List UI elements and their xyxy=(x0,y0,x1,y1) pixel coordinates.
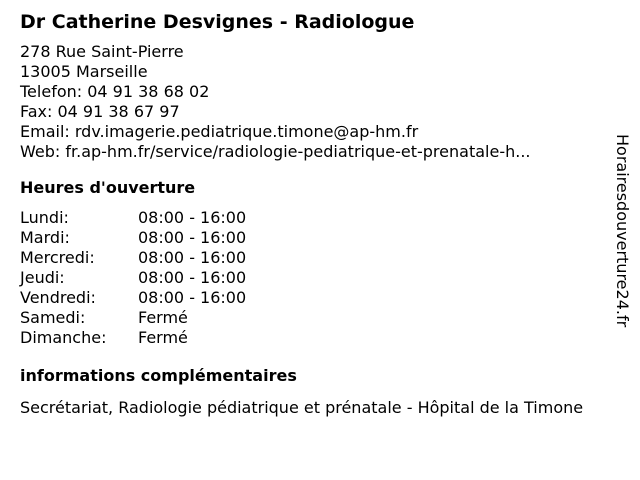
hours-row-friday xyxy=(20,288,620,308)
hours-row-saturday xyxy=(20,308,620,328)
city-address: 13005 Marseille xyxy=(20,62,148,81)
email-address[interactable]: Email: rdv.imagerie.pediatrique.timone@ap-hm.fr xyxy=(20,122,419,141)
hours-value: 08:00 - 16:00 xyxy=(138,268,247,287)
hours-row-tuesday xyxy=(20,228,620,248)
hours-value: 08:00 - 16:00 xyxy=(138,288,247,307)
day-label: Vendredi: xyxy=(20,288,96,307)
hours-row-sunday xyxy=(20,328,620,348)
website-link[interactable]: Web: fr.ap-hm.fr/service/radiologie-pediatrique-et-prenatale-h... xyxy=(20,142,531,161)
site-watermark: Horairesdouverture24.fr xyxy=(613,134,632,328)
street-address: 278 Rue Saint-Pierre xyxy=(20,42,184,61)
info-text: Secrétariat, Radiologie pédiatrique et prénatale - Hôpital de la Timone xyxy=(20,398,584,417)
hours-table xyxy=(20,208,620,348)
listing-card xyxy=(20,10,620,418)
hours-row-wednesday xyxy=(20,248,620,268)
day-label: Mardi: xyxy=(20,228,70,247)
hours-value: 08:00 - 16:00 xyxy=(138,228,247,247)
day-label: Samedi: xyxy=(20,308,86,327)
fax-number: Fax: 04 91 38 67 97 xyxy=(20,102,180,121)
info-heading: informations complémentaires xyxy=(20,366,297,385)
address-block xyxy=(20,42,620,162)
hours-row-thursday xyxy=(20,268,620,288)
day-label: Jeudi: xyxy=(20,268,65,287)
day-label: Lundi: xyxy=(20,208,69,227)
phone-number[interactable]: Telefon: 04 91 38 68 02 xyxy=(20,82,210,101)
hours-value: Fermé xyxy=(138,328,188,347)
hours-heading: Heures d'ouverture xyxy=(20,178,196,197)
hours-value: 08:00 - 16:00 xyxy=(138,208,247,227)
hours-row-monday xyxy=(20,208,620,228)
day-label: Dimanche: xyxy=(20,328,107,347)
hours-value: 08:00 - 16:00 xyxy=(138,248,247,267)
day-label: Mercredi: xyxy=(20,248,95,267)
hours-value: Fermé xyxy=(138,308,188,327)
page-title: Dr Catherine Desvignes - Radiologue xyxy=(20,11,415,33)
